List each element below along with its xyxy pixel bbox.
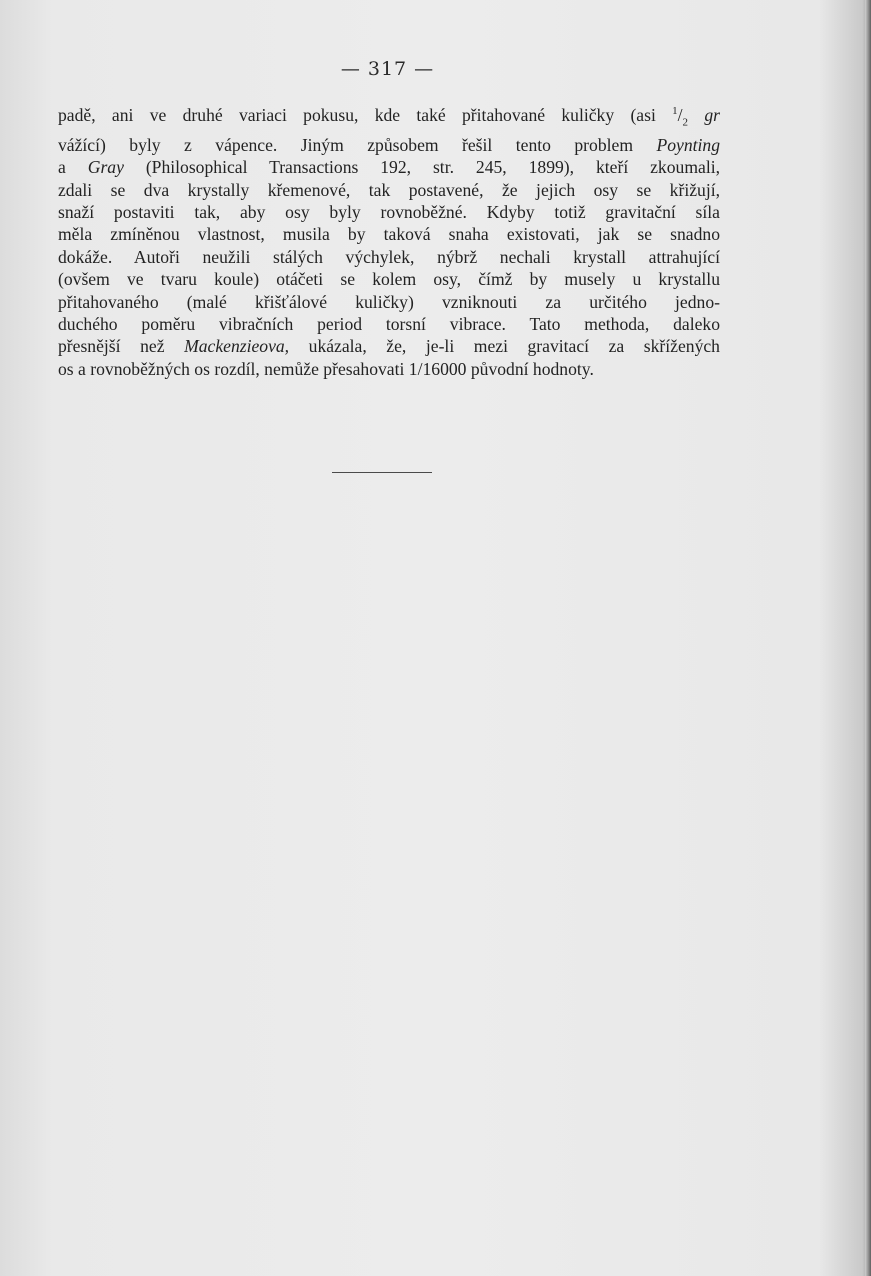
text-line: duchého poměru vibračních period torsní vibrace. Tato methoda, daleko [58, 314, 720, 335]
page-edge-shadow [865, 0, 871, 1276]
text-line: měla zmíněnou vlastnost, musila by taková snaha existovati, jak se snadno [58, 224, 720, 245]
text-line: snaží postaviti tak, aby osy byly rovnoběžné. Kdyby totiž gravitační síla [58, 202, 720, 222]
text-line: a Gray (Philosophical Transactions 192, str. 245, 1899), kteří zkoumali, [58, 157, 720, 178]
text-line: přesnější než Mackenzieova, ukázala, že, je-li mezi gravitací za skřížených [58, 336, 720, 357]
text-line: přitahovaného (malé křišťálové kuličky) vzniknouti za určitého jedno- [58, 291, 720, 312]
text-line: padě, ani ve druhé variaci pokusu, kde také přitahované kuličky (asi $^1/_2$ gr [58, 104, 720, 129]
text-line: zdali se dva krystally křemenové, tak postavené, že jejich osy se křižují, [58, 179, 720, 200]
section-divider [332, 472, 432, 473]
body-paragraph [58, 100, 720, 380]
text-line: (ovšem ve tvaru koule) otáčeti se kolem osy, čímž by musely u krystallu [58, 269, 720, 290]
text-line: os a rovnoběžných os rozdíl, nemůže přesahovati 1/16000 původní hodnoty. [58, 358, 594, 379]
text-line: dokáže. Autoři neužili stálých výchylek, nýbrž nechali krystall attrahující [58, 246, 720, 267]
text-line: vážící) byly z vápence. Jiným způsobem řešil tento problem Poynting [58, 134, 720, 155]
page-number: — 317 — [340, 58, 435, 80]
